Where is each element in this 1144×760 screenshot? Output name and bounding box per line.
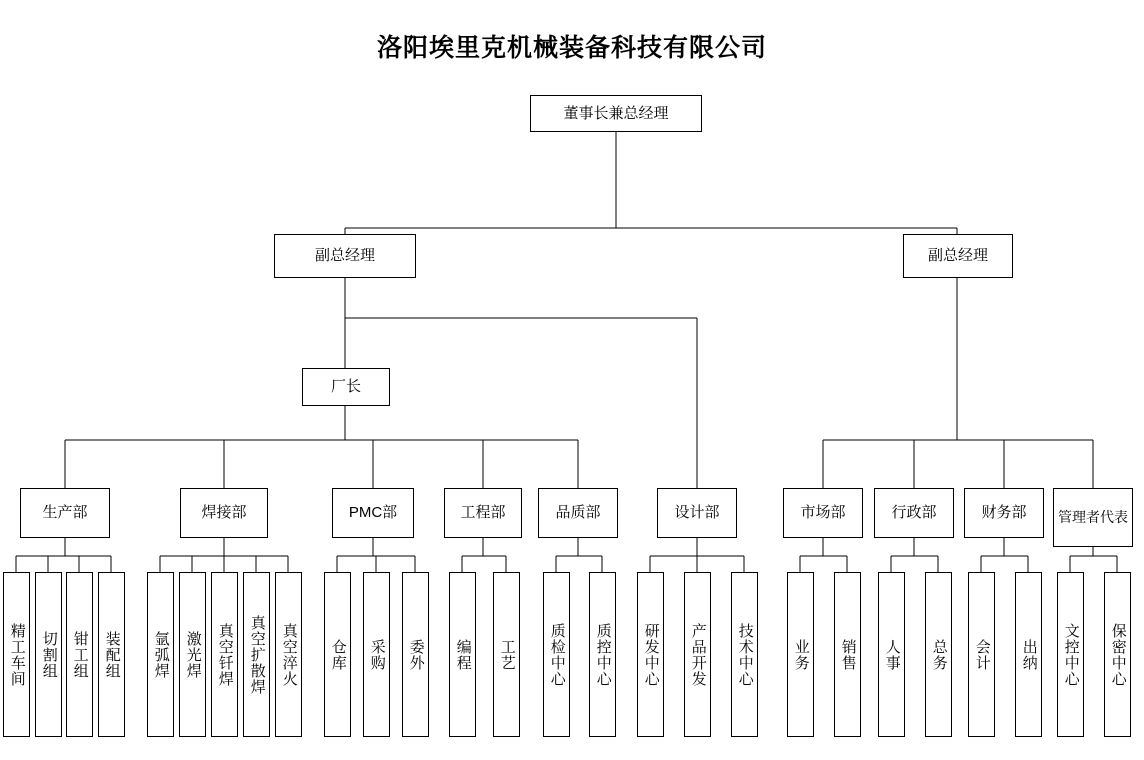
leaf-finance-1[interactable] <box>968 572 995 737</box>
leaf-label: 切割组 <box>40 630 58 679</box>
node-label: 董事长兼总经理 <box>563 104 669 122</box>
node-label: 焊接部 <box>201 504 247 522</box>
leaf-label: 真空淬火 <box>280 622 298 687</box>
leaf-welding-2[interactable] <box>179 572 206 737</box>
leaf-label: 氩弧焊 <box>152 630 170 679</box>
leaf-welding-1[interactable] <box>147 572 174 737</box>
leaf-mgmt-rep-2[interactable] <box>1104 572 1131 737</box>
node-plant-manager[interactable] <box>302 368 390 406</box>
leaf-label: 真空钎焊 <box>216 622 234 687</box>
node-dept-welding[interactable] <box>180 488 268 538</box>
node-label: 副总经理 <box>314 247 375 265</box>
node-label: 品质部 <box>555 504 601 522</box>
leaf-label: 总务 <box>930 638 948 671</box>
node-vp-right[interactable] <box>903 234 1013 278</box>
node-label: PMC部 <box>348 504 398 522</box>
leaf-label: 编程 <box>454 638 472 671</box>
leaf-production-1[interactable] <box>3 572 30 737</box>
node-dept-admin[interactable] <box>874 488 954 538</box>
node-label: 财务部 <box>981 504 1027 522</box>
leaf-label: 人事 <box>883 638 901 671</box>
leaf-design-1[interactable] <box>637 572 664 737</box>
node-chairman[interactable] <box>530 95 702 132</box>
node-dept-design[interactable] <box>657 488 737 538</box>
leaf-label: 文控中心 <box>1062 622 1080 687</box>
node-dept-quality[interactable] <box>538 488 618 538</box>
node-label: 行政部 <box>891 504 937 522</box>
node-label: 市场部 <box>800 504 846 522</box>
leaf-finance-2[interactable] <box>1015 572 1042 737</box>
node-dept-management-representative[interactable] <box>1053 488 1133 547</box>
leaf-label: 产品开发 <box>689 622 707 687</box>
leaf-pmc-1[interactable] <box>324 572 351 737</box>
leaf-welding-5[interactable] <box>275 572 302 737</box>
leaf-label: 销售 <box>839 638 857 671</box>
leaf-mgmt-rep-1[interactable] <box>1057 572 1084 737</box>
leaf-label: 会计 <box>973 638 991 671</box>
leaf-pmc-2[interactable] <box>363 572 390 737</box>
node-label: 副总经理 <box>927 247 988 265</box>
node-label: 管理者代表 <box>1058 509 1128 526</box>
leaf-label: 研发中心 <box>642 622 660 687</box>
leaf-engineering-2[interactable] <box>493 572 520 737</box>
leaf-label: 钳工组 <box>71 630 89 679</box>
leaf-production-3[interactable] <box>66 572 93 737</box>
leaf-label: 出纳 <box>1020 638 1038 671</box>
node-dept-market[interactable] <box>783 488 863 538</box>
leaf-quality-1[interactable] <box>543 572 570 737</box>
leaf-production-4[interactable] <box>98 572 125 737</box>
page-title: 洛阳埃里克机械装备科技有限公司 <box>376 34 767 62</box>
leaf-market-1[interactable] <box>787 572 814 737</box>
leaf-label: 质检中心 <box>548 622 566 687</box>
node-dept-production[interactable] <box>20 488 110 538</box>
leaf-engineering-1[interactable] <box>449 572 476 737</box>
leaf-admin-1[interactable] <box>878 572 905 737</box>
leaf-label: 技术中心 <box>736 622 754 687</box>
node-label: 设计部 <box>674 504 720 522</box>
leaf-welding-4[interactable] <box>243 572 270 737</box>
leaf-label: 保密中心 <box>1109 622 1127 687</box>
leaf-label: 精工车间 <box>8 622 26 687</box>
leaf-welding-3[interactable] <box>211 572 238 737</box>
node-vp-left[interactable] <box>274 234 416 278</box>
leaf-design-3[interactable] <box>731 572 758 737</box>
leaf-label: 业务 <box>792 638 810 671</box>
node-dept-pmc[interactable] <box>332 488 414 538</box>
leaf-design-2[interactable] <box>684 572 711 737</box>
leaf-label: 仓库 <box>329 638 347 671</box>
leaf-label: 委外 <box>407 638 425 671</box>
leaf-label: 激光焊 <box>184 630 202 679</box>
leaf-market-2[interactable] <box>834 572 861 737</box>
node-dept-finance[interactable] <box>964 488 1044 538</box>
leaf-label: 真空扩散焊 <box>248 614 266 695</box>
leaf-pmc-3[interactable] <box>402 572 429 737</box>
leaf-production-2[interactable] <box>35 572 62 737</box>
leaf-quality-2[interactable] <box>589 572 616 737</box>
leaf-label: 工艺 <box>498 638 516 671</box>
leaf-label: 装配组 <box>103 630 121 679</box>
node-label: 工程部 <box>460 504 506 522</box>
leaf-label: 采购 <box>368 638 386 671</box>
leaf-admin-2[interactable] <box>925 572 952 737</box>
node-label: 厂长 <box>330 378 361 396</box>
node-label: 生产部 <box>42 504 88 522</box>
node-dept-engineering[interactable] <box>444 488 522 538</box>
leaf-label: 质控中心 <box>594 622 612 687</box>
